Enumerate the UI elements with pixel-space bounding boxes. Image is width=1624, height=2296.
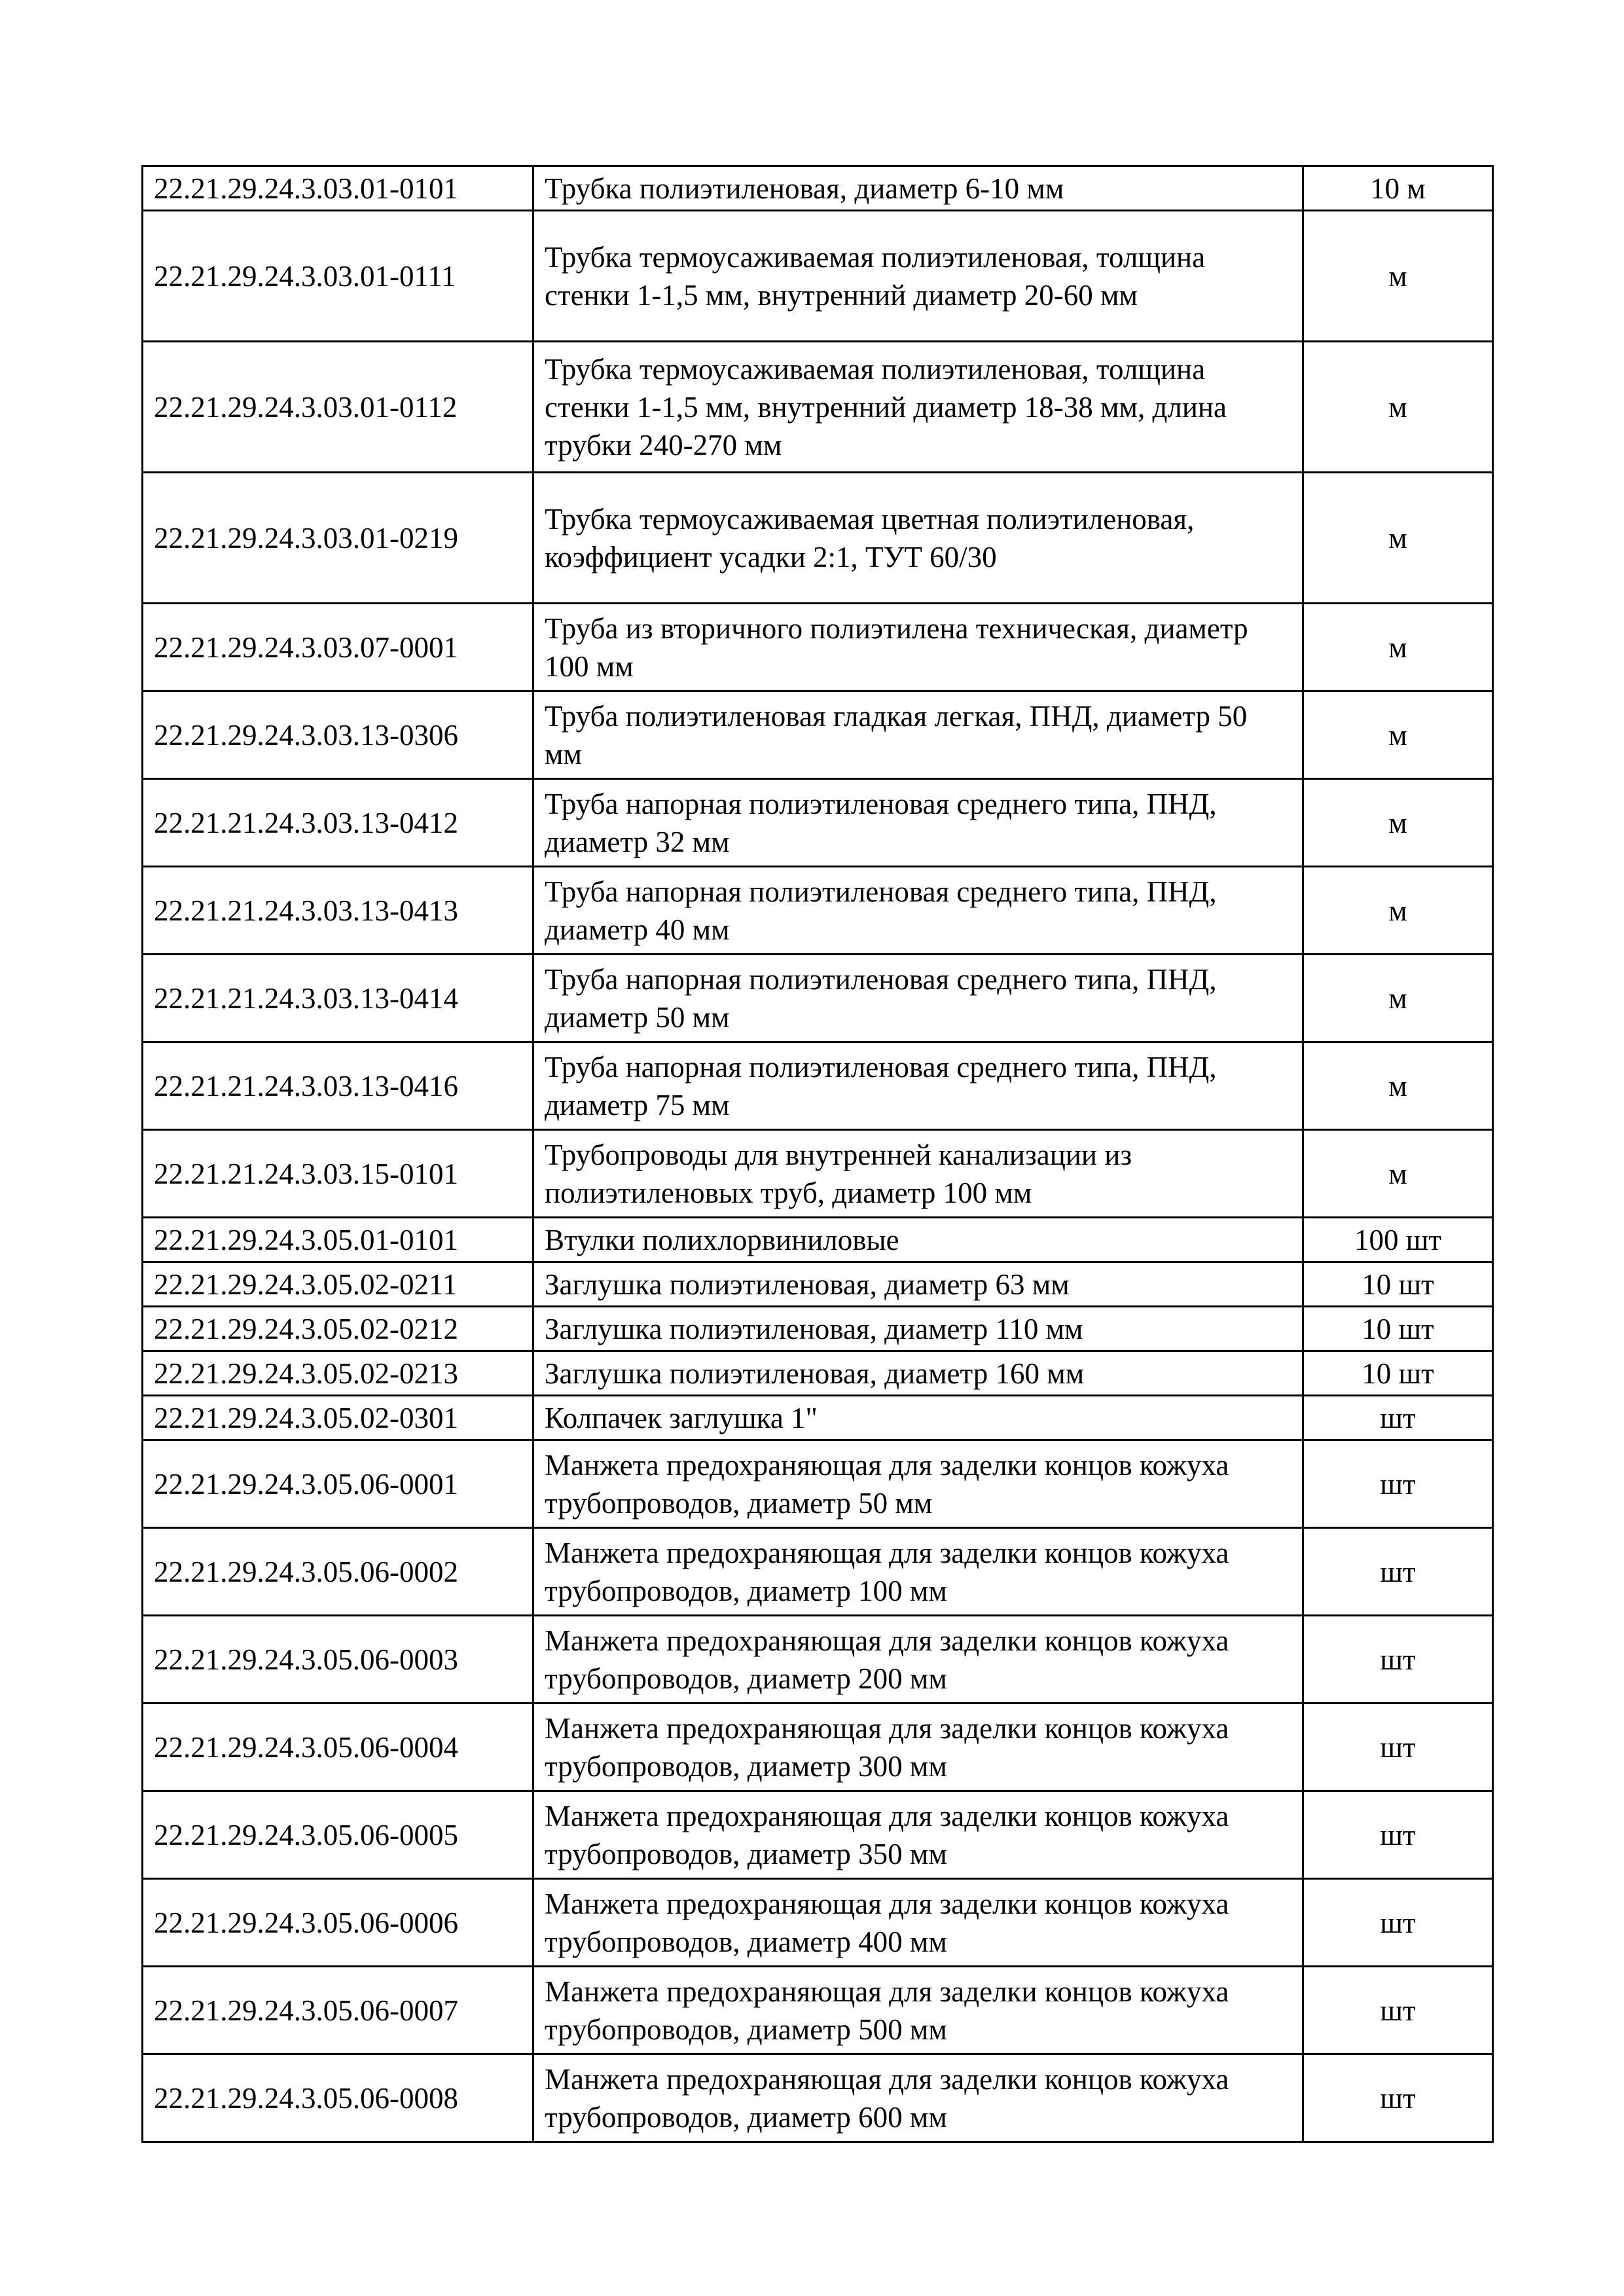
row-name-cell: Колпачек заглушка 1" — [533, 1396, 1303, 1440]
row-unit-cell: шт — [1303, 1528, 1493, 1616]
row-unit-cell: шт — [1303, 1440, 1493, 1528]
table-row — [143, 1704, 1493, 1791]
row-name-cell: Труба напорная полиэтиленовая среднего типа, ПНД, диаметр 75 мм — [533, 1042, 1303, 1130]
row-name-cell: Манжета предохраняющая для заделки концов кожуха трубопроводов, диаметр 300 мм — [533, 1704, 1303, 1791]
table-row — [143, 1262, 1493, 1307]
row-code-cell: 22.21.29.24.3.05.06-0007 — [143, 1967, 533, 2054]
row-name-cell: Труба напорная полиэтиленовая среднего типа, ПНД, диаметр 40 мм — [533, 867, 1303, 955]
table-row — [143, 779, 1493, 867]
row-name-cell: Втулки полихлорвиниловые — [533, 1218, 1303, 1262]
row-name-cell: Манжета предохраняющая для заделки концов кожуха трубопроводов, диаметр 50 мм — [533, 1440, 1303, 1528]
table-row — [143, 473, 1493, 604]
row-unit-cell: 10 шт — [1303, 1307, 1493, 1351]
table-row — [143, 1879, 1493, 1967]
row-name-cell: Труба полиэтиленовая гладкая легкая, ПНД, диаметр 50 мм — [533, 691, 1303, 779]
row-unit-cell: м — [1303, 211, 1493, 342]
row-code-cell: 22.21.29.24.3.05.02-0213 — [143, 1351, 533, 1396]
row-code-cell: 22.21.29.24.3.05.06-0001 — [143, 1440, 533, 1528]
row-unit-cell: 10 м — [1303, 166, 1493, 211]
table-row — [143, 1440, 1493, 1528]
row-name-cell: Заглушка полиэтиленовая, диаметр 110 мм — [533, 1307, 1303, 1351]
row-unit-cell: м — [1303, 342, 1493, 473]
table-row — [143, 867, 1493, 955]
row-code-cell: 22.21.29.24.3.05.06-0004 — [143, 1704, 533, 1791]
row-name-cell: Манжета предохраняющая для заделки концов кожуха трубопроводов, диаметр 500 мм — [533, 1967, 1303, 2054]
row-name-cell: Трубка термоусаживаемая цветная полиэтиленовая, коэффициент усадки 2:1, ТУТ 60/30 — [533, 473, 1303, 604]
table-row — [143, 955, 1493, 1042]
row-code-cell: 22.21.29.24.3.05.02-0301 — [143, 1396, 533, 1440]
table-row — [143, 1616, 1493, 1704]
table-row — [143, 342, 1493, 473]
row-name-cell: Манжета предохраняющая для заделки концов кожуха трубопроводов, диаметр 600 мм — [533, 2054, 1303, 2142]
row-name-cell: Заглушка полиэтиленовая, диаметр 63 мм — [533, 1262, 1303, 1307]
table-row — [143, 166, 1493, 211]
row-code-cell: 22.21.29.24.3.05.02-0211 — [143, 1262, 533, 1307]
row-code-cell: 22.21.29.24.3.05.06-0005 — [143, 1791, 533, 1879]
row-code-cell: 22.21.29.24.3.03.07-0001 — [143, 604, 533, 691]
row-name-cell: Трубка термоусаживаемая полиэтиленовая, толщина стенки 1-1,5 мм, внутренний диаметр 20-60 мм — [533, 211, 1303, 342]
row-name-cell: Заглушка полиэтиленовая, диаметр 160 мм — [533, 1351, 1303, 1396]
row-unit-cell: шт — [1303, 2054, 1493, 2142]
row-unit-cell: м — [1303, 1042, 1493, 1130]
table-row — [143, 1130, 1493, 1218]
row-code-cell: 22.21.29.24.3.03.13-0306 — [143, 691, 533, 779]
table-row — [143, 211, 1493, 342]
table-row — [143, 691, 1493, 779]
row-unit-cell: м — [1303, 779, 1493, 867]
row-unit-cell: шт — [1303, 1879, 1493, 1967]
row-code-cell: 22.21.29.24.3.05.06-0006 — [143, 1879, 533, 1967]
row-code-cell: 22.21.29.24.3.05.06-0002 — [143, 1528, 533, 1616]
row-name-cell: Трубопроводы для внутренней канализации из полиэтиленовых труб, диаметр 100 мм — [533, 1130, 1303, 1218]
table-row — [143, 1791, 1493, 1879]
row-name-cell: Манжета предохраняющая для заделки концов кожуха трубопроводов, диаметр 350 мм — [533, 1791, 1303, 1879]
row-code-cell: 22.21.21.24.3.03.15-0101 — [143, 1130, 533, 1218]
row-code-cell: 22.21.29.24.3.03.01-0101 — [143, 166, 533, 211]
table-row — [143, 1396, 1493, 1440]
row-name-cell: Труба напорная полиэтиленовая среднего типа, ПНД, диаметр 32 мм — [533, 779, 1303, 867]
row-unit-cell: м — [1303, 955, 1493, 1042]
row-unit-cell: 100 шт — [1303, 1218, 1493, 1262]
row-unit-cell: шт — [1303, 1967, 1493, 2054]
table-row — [143, 604, 1493, 691]
row-name-cell: Труба напорная полиэтиленовая среднего типа, ПНД, диаметр 50 мм — [533, 955, 1303, 1042]
row-code-cell: 22.21.21.24.3.03.13-0416 — [143, 1042, 533, 1130]
table-row — [143, 1967, 1493, 2054]
row-code-cell: 22.21.29.24.3.05.06-0003 — [143, 1616, 533, 1704]
row-code-cell: 22.21.29.24.3.03.01-0112 — [143, 342, 533, 473]
row-code-cell: 22.21.29.24.3.05.01-0101 — [143, 1218, 533, 1262]
row-code-cell: 22.21.29.24.3.05.06-0008 — [143, 2054, 533, 2142]
table-row — [143, 2054, 1493, 2142]
row-unit-cell: шт — [1303, 1704, 1493, 1791]
table-row — [143, 1307, 1493, 1351]
row-code-cell: 22.21.29.24.3.03.01-0111 — [143, 211, 533, 342]
table-body — [143, 166, 1493, 2142]
row-name-cell: Манжета предохраняющая для заделки концов кожуха трубопроводов, диаметр 400 мм — [533, 1879, 1303, 1967]
table-row — [143, 1218, 1493, 1262]
row-code-cell: 22.21.21.24.3.03.13-0413 — [143, 867, 533, 955]
row-name-cell: Трубка термоусаживаемая полиэтиленовая, толщина стенки 1-1,5 мм, внутренний диаметр 18-38 мм, длина трубки 240-270 мм — [533, 342, 1303, 473]
row-unit-cell: м — [1303, 691, 1493, 779]
row-code-cell: 22.21.21.24.3.03.13-0412 — [143, 779, 533, 867]
row-name-cell: Манжета предохраняющая для заделки концов кожуха трубопроводов, диаметр 200 мм — [533, 1616, 1303, 1704]
row-unit-cell: шт — [1303, 1791, 1493, 1879]
row-unit-cell: м — [1303, 867, 1493, 955]
table-row — [143, 1351, 1493, 1396]
materials-table — [141, 165, 1494, 2143]
table-row — [143, 1042, 1493, 1130]
row-name-cell: Трубка полиэтиленовая, диаметр 6-10 мм — [533, 166, 1303, 211]
row-code-cell: 22.21.29.24.3.03.01-0219 — [143, 473, 533, 604]
row-unit-cell: 10 шт — [1303, 1262, 1493, 1307]
row-unit-cell: шт — [1303, 1396, 1493, 1440]
row-name-cell: Манжета предохраняющая для заделки концов кожуха трубопроводов, диаметр 100 мм — [533, 1528, 1303, 1616]
row-unit-cell: шт — [1303, 1616, 1493, 1704]
row-name-cell: Труба из вторичного полиэтилена техническая, диаметр 100 мм — [533, 604, 1303, 691]
table-row — [143, 1528, 1493, 1616]
row-unit-cell: 10 шт — [1303, 1351, 1493, 1396]
row-code-cell: 22.21.29.24.3.05.02-0212 — [143, 1307, 533, 1351]
row-unit-cell: м — [1303, 604, 1493, 691]
row-unit-cell: м — [1303, 1130, 1493, 1218]
row-code-cell: 22.21.21.24.3.03.13-0414 — [143, 955, 533, 1042]
row-unit-cell: м — [1303, 473, 1493, 604]
